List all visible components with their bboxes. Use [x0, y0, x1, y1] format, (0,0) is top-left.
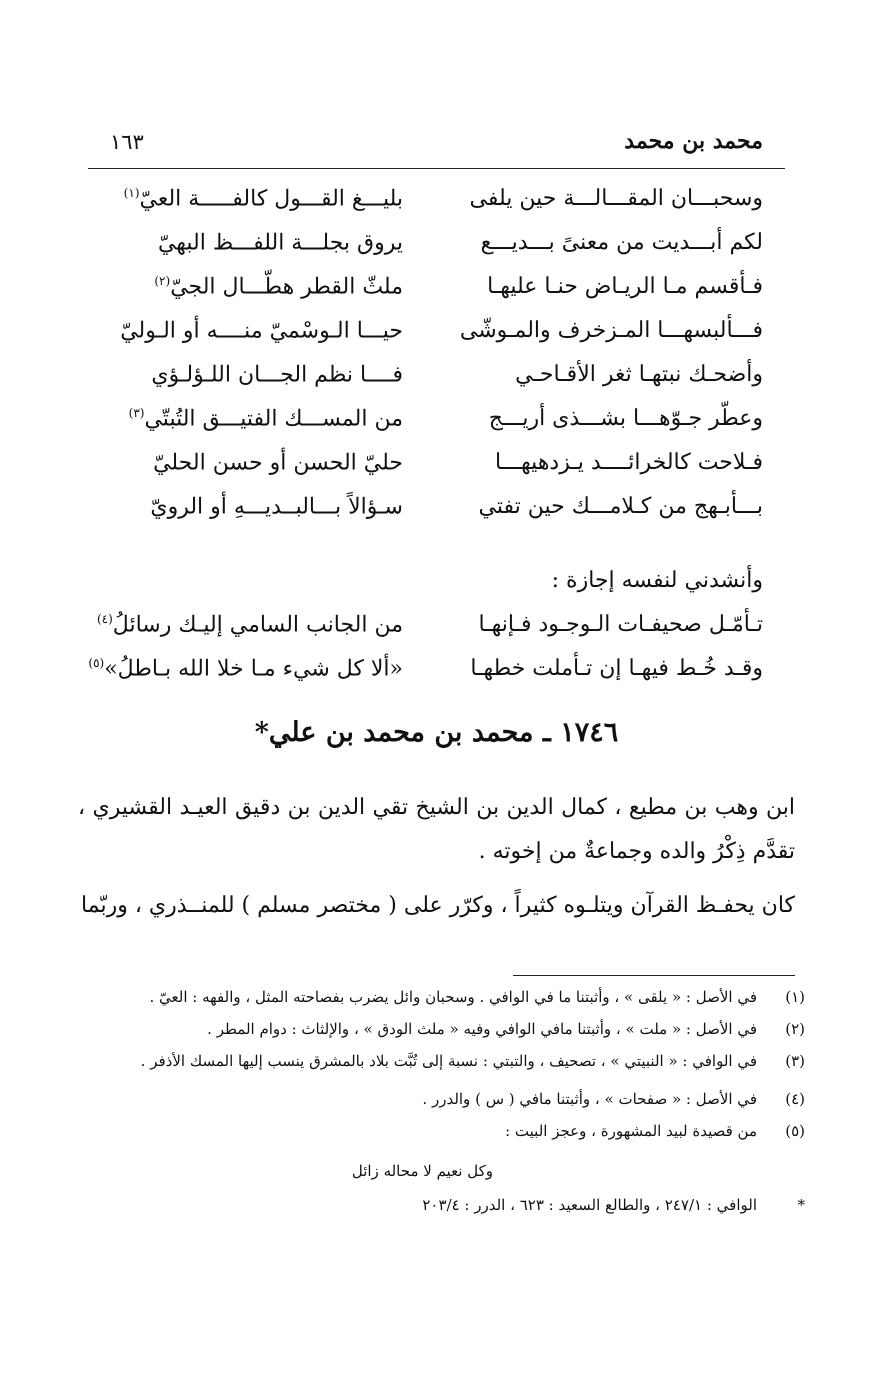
verse — [103, 230, 763, 274]
poem-block-2 — [88, 612, 763, 700]
intro-line: وأنشدني لنفسه إجازة : — [551, 568, 763, 593]
verse-second-hemistich — [103, 186, 403, 211]
verse-first-hemistich: فـأقسم مـا الريـاض حنـا عليهـا — [487, 274, 763, 299]
verse-second-hemistich — [103, 406, 403, 431]
hemistich-text: بليـــغ القـــول كالفـــــة العيّ — [139, 186, 403, 212]
paragraph-1: ابن وهب بن مطيع ، كمال الدين بن الشيخ تقي الدين بن دقيق العيـد القشيري ، تقدَّم ذِكْرُ والده وجماعةٌ من إخوته . — [78, 795, 795, 864]
source-note-text: الوافي : ٢٤٧/١ ، والطالع السعيد : ٦٢٣ ، الدرر : ٢٠٣/٤ — [422, 1196, 757, 1214]
verse-first-hemistich: وسحبـــان المقـــالـــة حين يلفى — [469, 186, 763, 211]
verse-first-hemistich: لكم أبـــديت من معنىً بـــديـــع — [480, 230, 763, 255]
footnote — [65, 1122, 805, 1152]
verse — [96, 612, 763, 656]
footnote-number: (٢) — [785, 1020, 805, 1038]
verse — [103, 274, 763, 318]
paragraph-2: كان يحفـظ القرآن ويتلـوه كثيراً ، وكرّر على ( مختصر مسلم ) للمنــذري ، وربّما — [81, 893, 795, 918]
verse-first-hemistich: وأضحـك نبتهـا ثغر الأقـاحـي — [515, 362, 763, 387]
hemistich-text: حليّ الحسن أو حسن الحليّ — [153, 450, 403, 476]
verse-first-hemistich: تـأمّـل صحيفـات الـوجـود فـإنهـا — [478, 612, 763, 637]
verse-second-hemistich — [103, 230, 403, 255]
verse-second-hemistich — [103, 318, 403, 343]
footnote-ref: (٣) — [128, 406, 145, 420]
hemistich-text: سـؤالاً بـــالبــديـــهِ أو الرويّ — [150, 494, 403, 520]
verse-first-hemistich: وقـد خُـط فيهـا إن تـأملت خطهـا — [470, 656, 763, 681]
hemistich-text: ملثّ القطر هطّـــال الجيّ — [170, 274, 403, 300]
verse-second-hemistich — [103, 362, 403, 387]
footnote-rule — [513, 975, 795, 976]
footnote-number: (٥) — [785, 1122, 805, 1140]
footnote-text: في الأصل : « صفحات » ، وأثبتنا مافي ( س ) والدرر . — [422, 1090, 757, 1108]
footnote — [65, 1020, 805, 1050]
source-note-mark: * — [797, 1196, 805, 1214]
verse — [103, 362, 763, 406]
verse-second-hemistich — [103, 450, 403, 475]
verse — [103, 450, 763, 494]
verse-first-hemistich: فـلاحت كالخرائــــد يـزدهيهـــا — [495, 450, 763, 475]
header-rule — [88, 168, 785, 169]
hemistich-text: من المســـك الفتيـــق التُبتّي — [144, 406, 403, 432]
footnote-text: من قصيدة لبيد المشهورة ، وعجز البيت : — [505, 1122, 757, 1140]
footnote-text: في الوافي : « النبيتي » ، تصحيف ، والتبتي : نسبة إلى تُبَّت بلاد بالمشرق ينسب إليها المسك الأذفر . — [140, 1052, 757, 1070]
footnote-number: (٤) — [785, 1090, 805, 1108]
verse-second-hemistich — [88, 656, 403, 682]
verse-second-hemistich — [103, 494, 403, 519]
footnote-text: في الأصل : « ملت » ، وأثبتنا مافي الوافي وفيه « ملث الودق » ، والإلثاث : دوام المطر . — [207, 1020, 757, 1038]
footnote-ref: (٥) — [88, 656, 105, 670]
page-header — [110, 128, 763, 162]
footnote-5-verse: وكل نعيم لا محاله زائل — [351, 1162, 493, 1180]
footnote-ref: (٤) — [96, 612, 113, 626]
verse-second-hemistich — [96, 612, 403, 638]
verse-first-hemistich: وعطّر جـوّهـــا بشـــذى أريـــج — [488, 406, 763, 431]
hemistich-text: يروق بجلـــة اللفـــظ البهيّ — [157, 230, 403, 256]
verse — [103, 406, 763, 450]
footnote-number: (١) — [785, 988, 805, 1006]
verse-first-hemistich: بـــأبـهج من كـلامـــك حين تفتي — [478, 494, 763, 519]
running-head-title: محمد بن محمد — [624, 128, 763, 154]
hemistich-text: «ألا كل شيء مـا خلا الله بـاطلُ» — [104, 656, 403, 682]
poem-block-1 — [103, 186, 763, 538]
verse — [88, 656, 763, 700]
verse — [103, 186, 763, 230]
footnote-number: (٣) — [785, 1052, 805, 1070]
footnote — [65, 1052, 805, 1082]
verse — [103, 318, 763, 362]
hemistich-text: من الجانب السامي إليـك رسائلُ — [112, 612, 403, 638]
footnote — [65, 988, 805, 1018]
hemistich-text: حيـــا الـوسْميّ منــــه أو الـوليّ — [120, 318, 403, 344]
footnote-ref: (١) — [123, 186, 140, 200]
footnote — [65, 1090, 805, 1120]
footnote-ref: (٢) — [154, 274, 171, 288]
verse-second-hemistich — [103, 274, 403, 299]
verse — [103, 494, 763, 538]
entry-title: ١٧٤٦ ـ محمد بن محمد بن علي* — [254, 717, 619, 748]
footnote-text: في الأصل : « يلقى » ، وأثبتنا ما في الوافي . وسحبان وائل يضرب بفصاحته المثل ، والفهه : العيّ . — [149, 988, 757, 1006]
page-number: ١٦٣ — [110, 130, 144, 154]
hemistich-text: فــــا نظم الجـــان اللـؤلـؤي — [151, 362, 403, 388]
verse-first-hemistich: فـــألبسهـــا المـزخرف والمـوشّى — [459, 318, 763, 343]
source-note — [65, 1196, 805, 1226]
